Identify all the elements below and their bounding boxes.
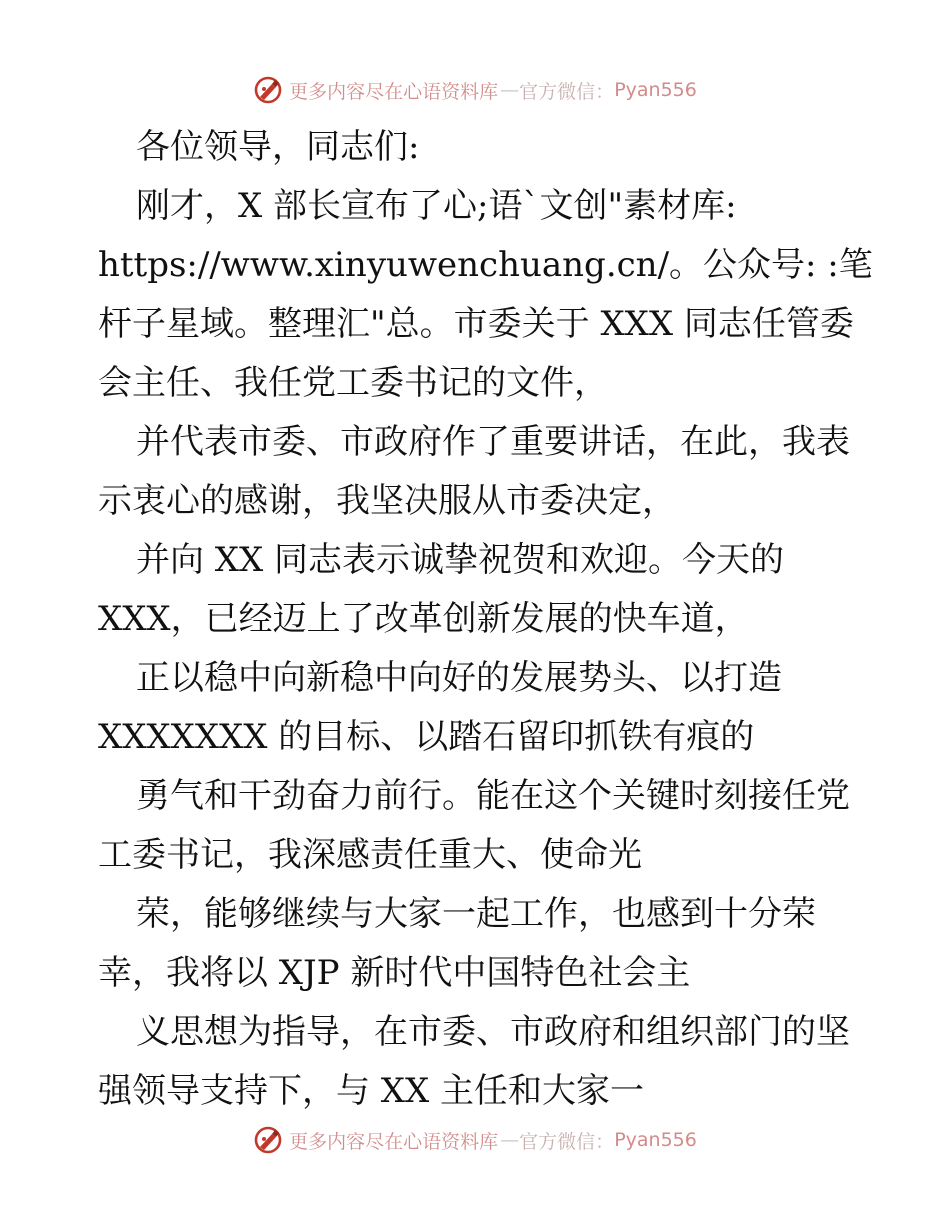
banner-library-name: 更多内容尽在心语资料库 [289,80,499,103]
body-line: 各位领导，同志们: [136,127,420,167]
pen-logo-icon [253,75,283,105]
body-line: 示衷心的感谢，我坚决服从市委决定， [98,481,676,521]
body-line: 会主任、我任党工委书记的文件， [98,363,608,403]
banner-wechat-id: Pyan556 [614,79,697,101]
body-line: 正以稳中向新稳中向好的发展势头、以打造 [136,658,782,698]
body-line: XXX，已经迈上了改革创新发展的快车道， [98,599,749,639]
body-line: 义思想为指导，在市委、市政府和组织部门的坚 [136,1012,850,1052]
body-line: 刚才，X 部长宣布了心;语`文创"素材库: [136,186,737,226]
banner-library-name: 更多内容尽在心语资料库 [289,1130,499,1153]
banner-official-label: 官方微信： [519,1130,615,1153]
banner-wechat-id: Pyan556 [614,1129,697,1151]
body-line: 强领导支持下，与 XX 主任和大家一 [98,1071,645,1111]
body-line: 荣，能够继续与大家一起工作，也感到十分荣 [136,894,816,934]
banner-official-label: 官方微信： [519,80,615,103]
body-line: https://www.xinyuwenchuang.cn/。公众号: :笔 [98,245,873,285]
banner-dash: — [500,79,518,101]
document-body [98,118,878,1121]
body-line: 并代表市委、市政府作了重要讲话，在此，我表 [136,422,850,462]
body-line: XXXXXXX 的目标、以踏石留印抓铁有痕的 [98,717,755,757]
header-banner [0,70,950,110]
banner-dash: — [500,1129,518,1151]
body-line: 杆子星域。整理汇"总。市委关于 XXX 同志任管委 [98,304,854,344]
body-line: 并向 XX 同志表示诚挚祝贺和欢迎。今天的 [136,540,785,580]
footer-banner [0,1120,950,1160]
body-line: 幸，我将以 XJP 新时代中国特色社会主 [98,953,691,993]
pen-logo-icon [253,1125,283,1155]
body-line: 工委书记，我深感责任重大、使命光 [98,835,642,875]
body-line: 勇气和干劲奋力前行。能在这个关键时刻接任党 [136,776,850,816]
